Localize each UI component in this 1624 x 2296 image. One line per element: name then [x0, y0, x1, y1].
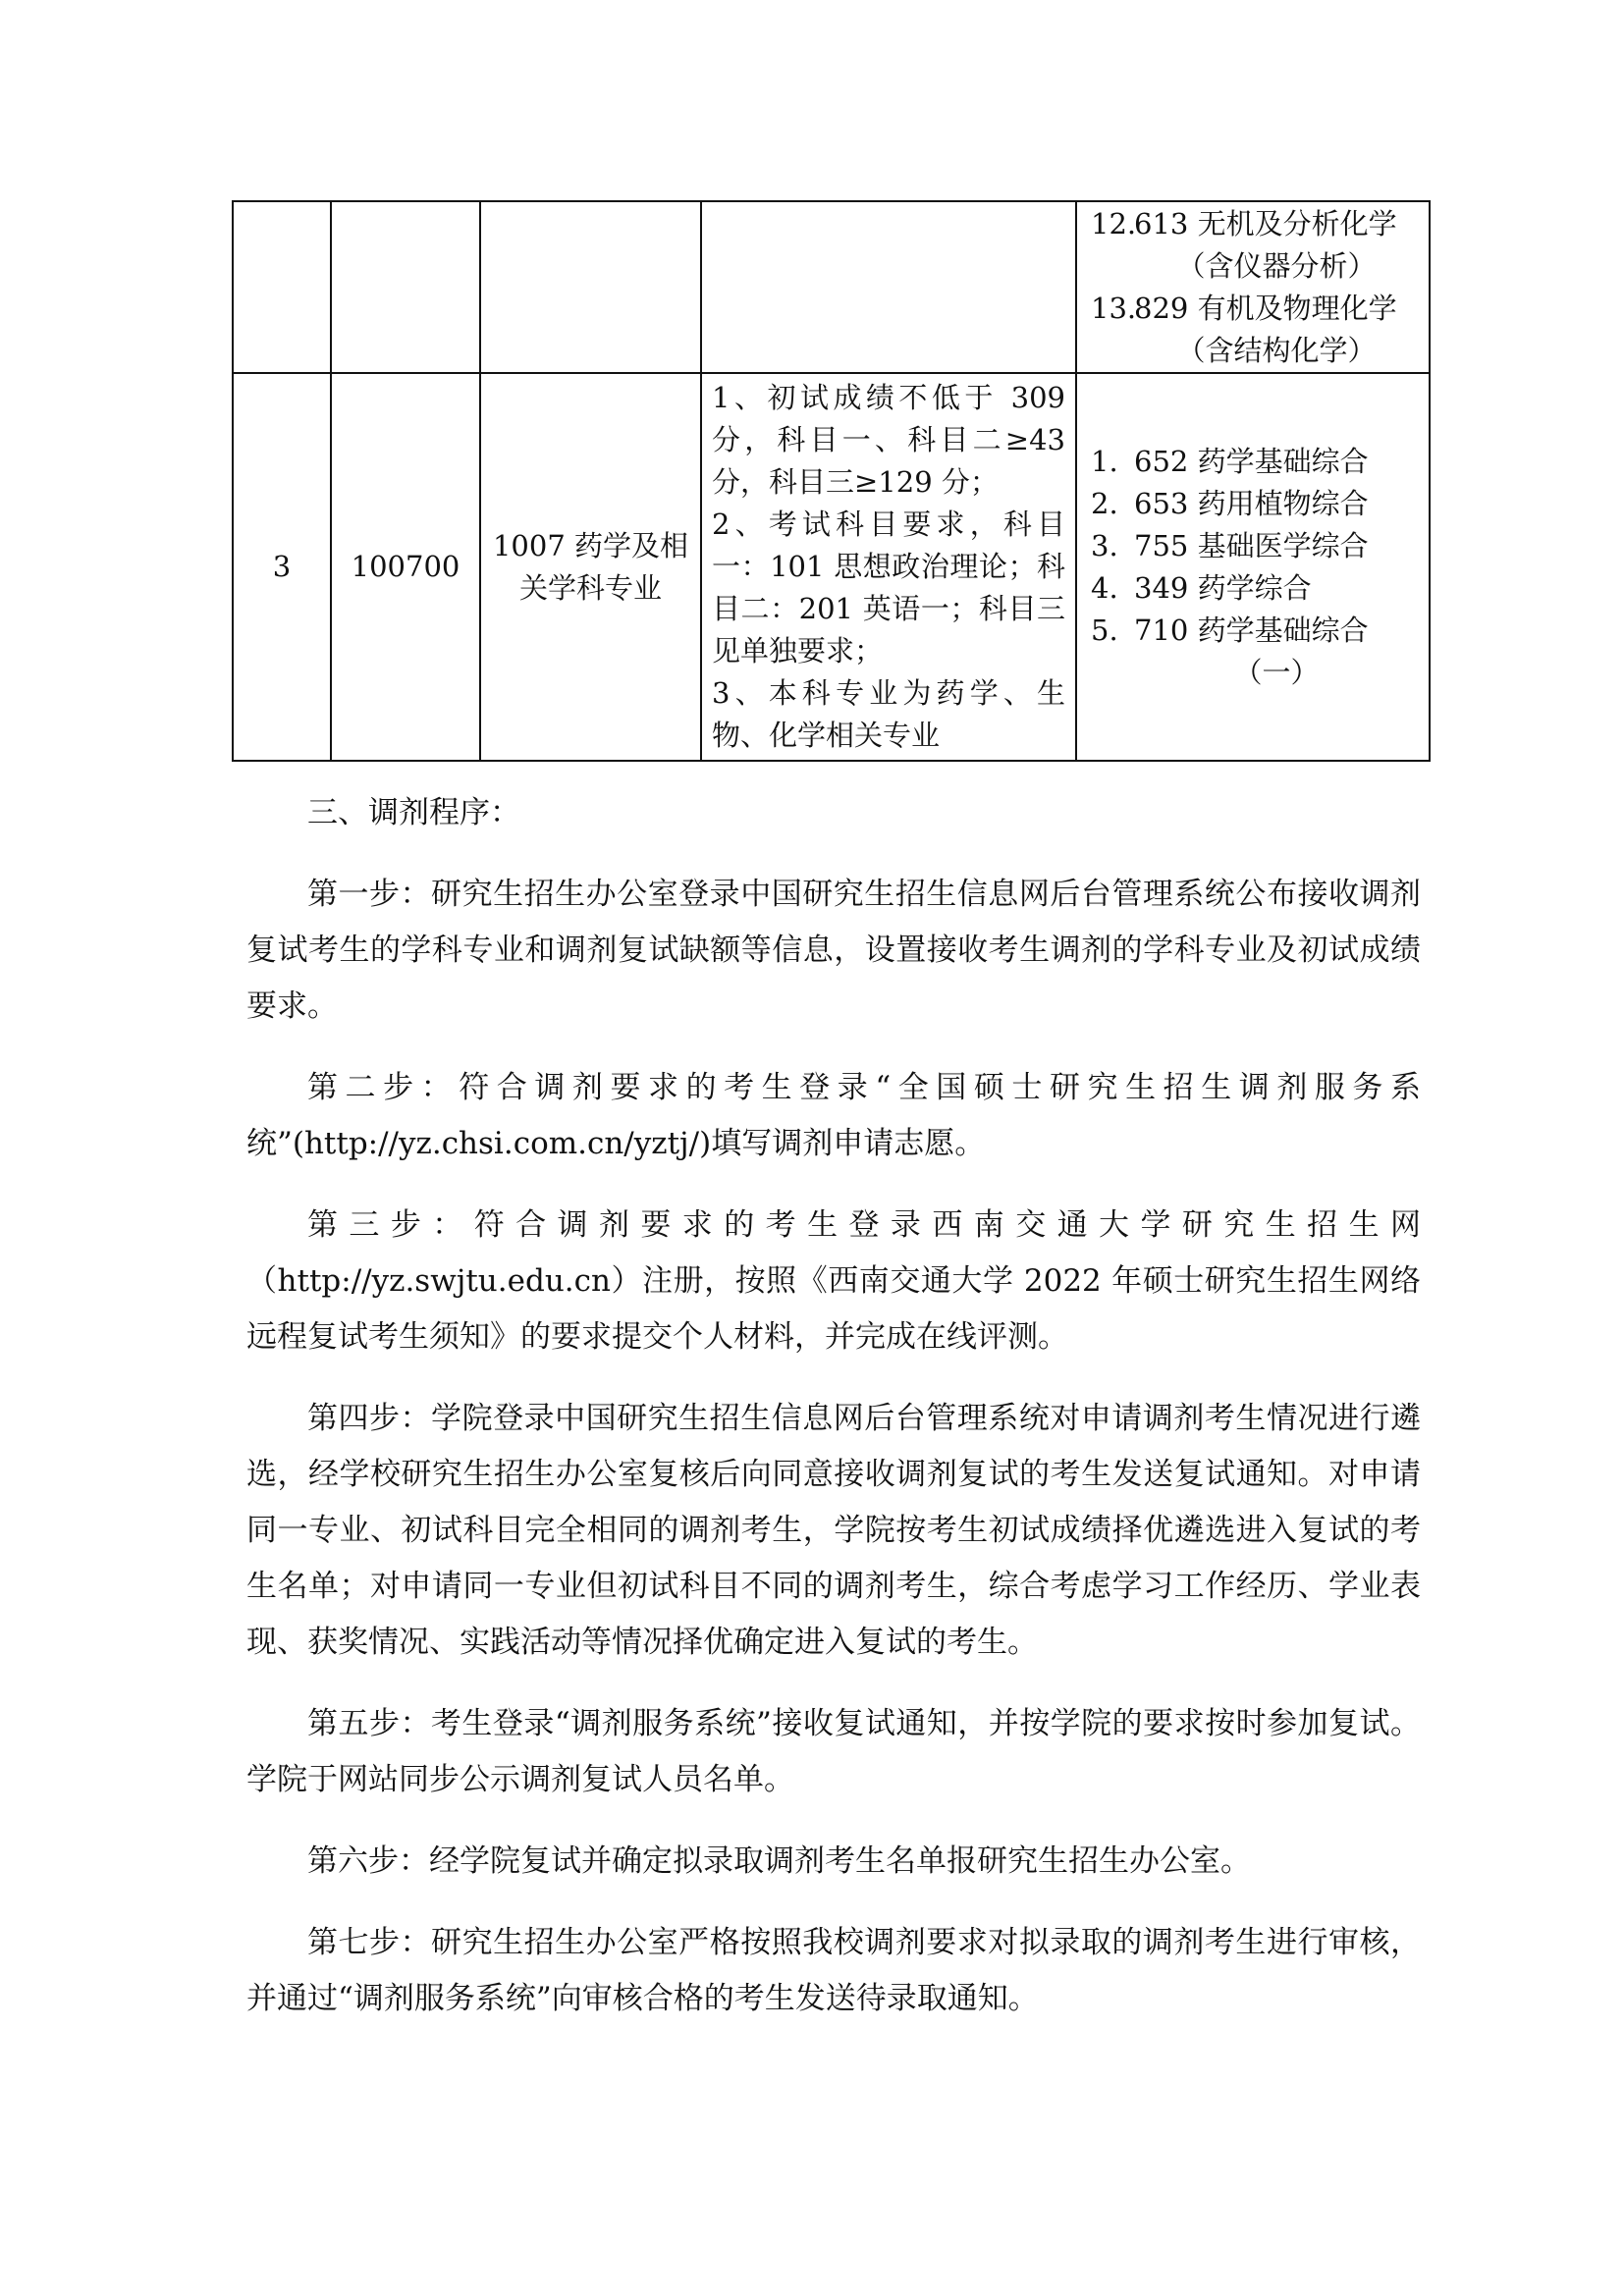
cell-requirements	[701, 373, 1076, 761]
subject-number: 1.	[1091, 444, 1118, 478]
subject-text: 653 药用植物综合	[1134, 486, 1369, 520]
cell-index: 3	[233, 373, 331, 761]
paragraph-step-5: 第五步：考生登录“调剂服务系统”接收复试通知，并按学院的要求按时参加复试。学院于网站同步公示调剂复试人员名单。	[246, 1706, 1421, 1797]
table-row-continued	[233, 201, 1430, 373]
subject-item	[1087, 288, 1419, 330]
subject-text: 755 基础医学综合	[1134, 528, 1369, 562]
subject-text: 349 药学综合	[1134, 570, 1312, 605]
subject-item	[1087, 483, 1419, 525]
admission-table	[232, 200, 1431, 762]
paragraph-step-7: 第七步：研究生招生办公室严格按照我校调剂要求对拟录取的调剂考生进行审核，并通过“调剂服务系统”向审核合格的考生发送待录取通知。	[246, 1925, 1421, 2016]
subject-number: 13.	[1091, 291, 1137, 325]
subject-number: 2.	[1091, 486, 1118, 520]
table-row	[233, 373, 1430, 761]
section-heading: 三、调剂程序：	[307, 795, 520, 830]
subject-item	[1087, 567, 1419, 610]
subject-number: 12.	[1091, 206, 1137, 240]
paragraph-step-3: 第三步：符合调剂要求的考生登录西南交通大学研究生招生网（http://yz.swjtu.edu.cn）注册，按照《西南交通大学 2022 年硕士研究生招生网络远程复试考生须知》的要求提交个人材料，并完成在线评测。	[246, 1207, 1421, 1355]
subject-number: 3.	[1091, 528, 1118, 562]
cell-requirements-empty	[701, 201, 1076, 373]
cell-code: 100700	[331, 373, 480, 761]
cell-major: 1007 药学及相关学科专业	[480, 373, 701, 761]
subject-number: 5.	[1091, 613, 1118, 647]
subject-text: 613 无机及分析化学	[1134, 206, 1397, 240]
paragraph-step-6: 第六步：经学院复试并确定拟录取调剂考生名单报研究生招生办公室。	[307, 1843, 1251, 1879]
cell-major-empty	[480, 201, 701, 373]
requirement-item: 1、初试成绩不低于 309 分，科目一、科目二≥43 分，科目三≥129 分；	[712, 381, 1065, 499]
subject-number: 4.	[1091, 570, 1118, 605]
subject-continuation: （一）	[1233, 655, 1320, 689]
subject-item	[1087, 525, 1419, 567]
paragraph-step-1: 第一步：研究生招生办公室登录中国研究生招生信息网后台管理系统公布接收调剂复试考生的学科专业和调剂复试缺额等信息，设置接收考生调剂的学科专业及初试成绩要求。	[246, 877, 1421, 1024]
subject-item	[1087, 610, 1419, 652]
paragraph-step-2: 第二步：符合调剂要求的考生登录“全国硕士研究生招生调剂服务系统”(http://yz.chsi.com.cn/yztj/)填写调剂申请志愿。	[246, 1070, 1421, 1161]
paragraph-step-4: 第四步：学院登录中国研究生招生信息网后台管理系统对申请调剂考生情况进行遴选，经学校研究生招生办公室复核后向同意接收调剂复试的考生发送复试通知。对申请同一专业、初试科目完全相同的调剂考生，学院按考生初试成绩择优遴选进入复试的考生名单；对申请同一专业但初试科目不同的调剂考生，综合考虑学习工作经历、学业表现、获奖情况、实践活动等情况择优确定进入复试的考生。	[246, 1401, 1421, 1660]
cell-code-empty	[331, 201, 480, 373]
subject-item	[1087, 441, 1419, 483]
requirement-item: 2、考试科目要求，科目一：101 思想政治理论；科目二：201 英语一；科目三见单独要求；	[712, 507, 1065, 667]
subject-continuation: （含结构化学）	[1176, 333, 1377, 367]
cell-subjects-continued	[1076, 201, 1430, 373]
cell-subjects	[1076, 373, 1430, 761]
subject-text: 710 药学基础综合	[1134, 613, 1369, 647]
subject-item	[1087, 203, 1419, 245]
requirement-item: 3、本科专业为药学、生物、化学相关专业	[712, 676, 1065, 752]
subject-text: 829 有机及物理化学	[1134, 291, 1397, 325]
cell-index-empty	[233, 201, 331, 373]
subject-text: 652 药学基础综合	[1134, 444, 1369, 478]
subject-continuation: （含仪器分析）	[1176, 248, 1377, 283]
body-text	[246, 785, 1421, 2053]
